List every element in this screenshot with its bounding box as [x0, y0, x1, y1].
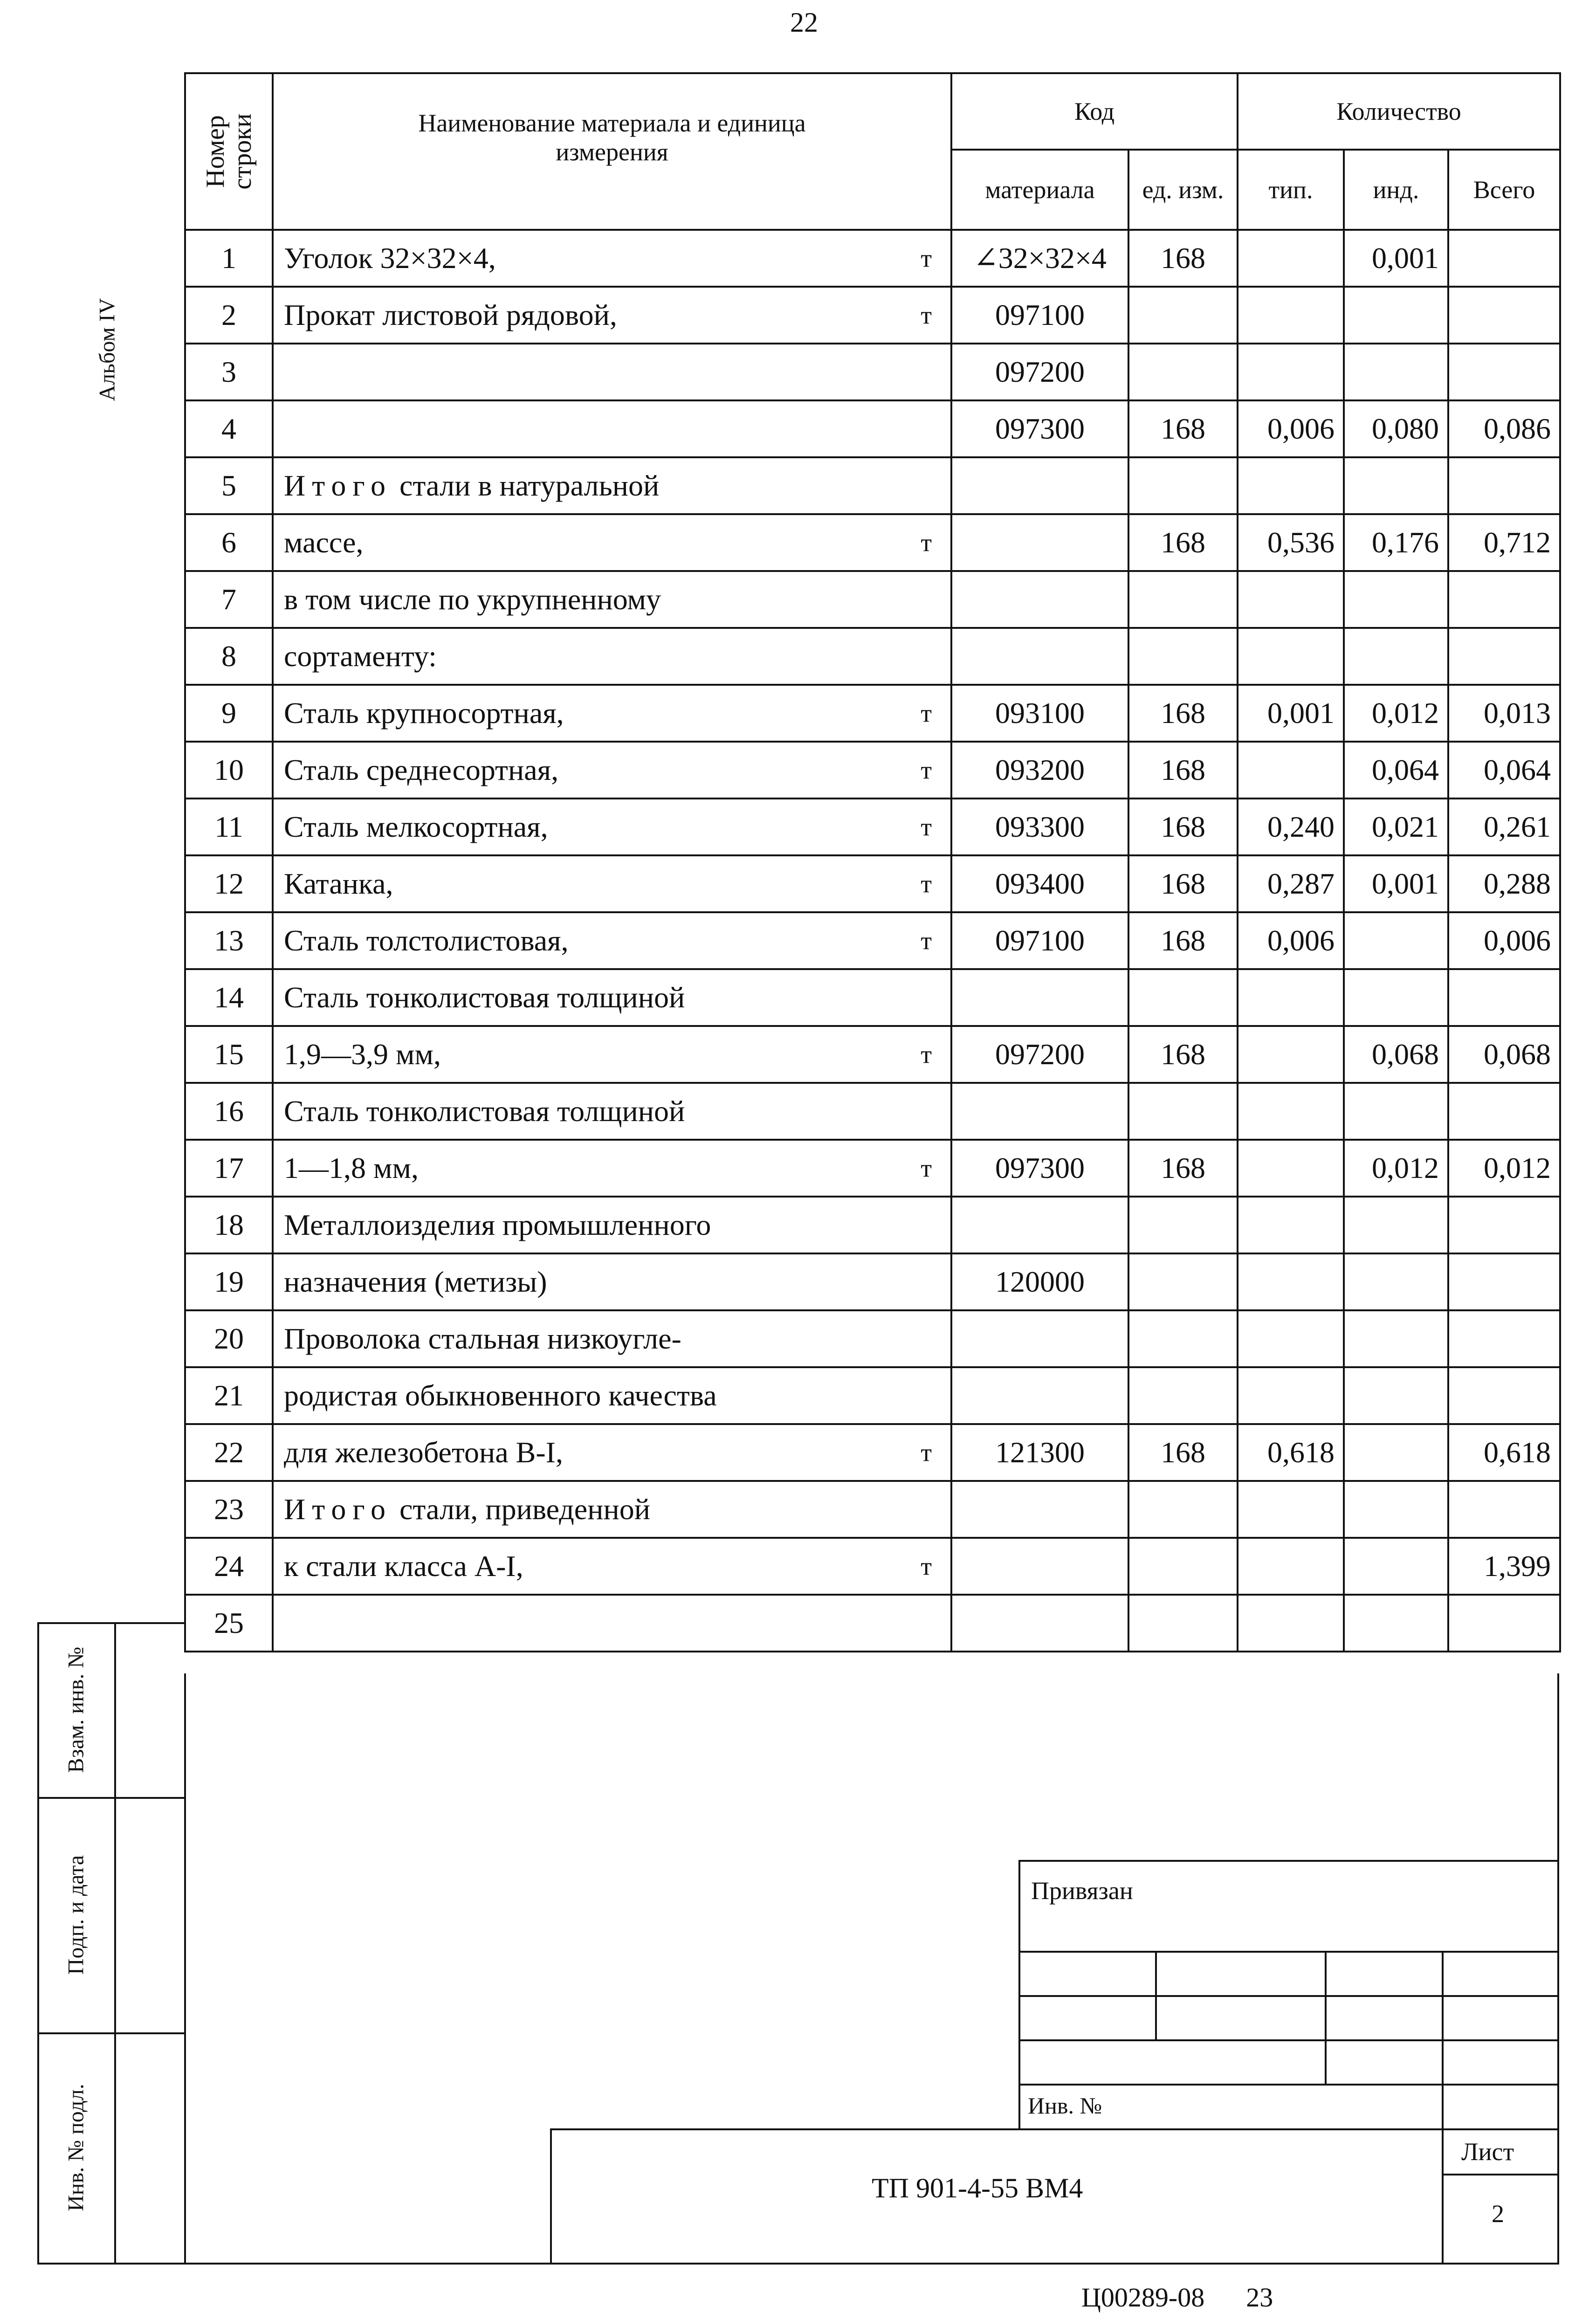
qty-total-cell: [1448, 344, 1560, 400]
row-number-cell: 8: [185, 628, 273, 685]
material-name-cell: [273, 514, 951, 571]
row-number-cell: 2: [185, 287, 273, 344]
material-code-cell: 093400: [951, 855, 1128, 912]
material-name-spaced: Итого: [284, 469, 392, 502]
material-code-cell: [951, 1310, 1128, 1367]
side-stamp-mid: [114, 1622, 116, 2265]
material-name-cell: [273, 685, 951, 742]
qty-total-cell: 1,399: [1448, 1538, 1560, 1595]
row-number-cell: 11: [185, 799, 273, 855]
inv-no-label: Инв. №: [1028, 2093, 1102, 2119]
unit-code-cell: [1128, 1481, 1238, 1538]
side-stamp-top: [37, 1622, 186, 1624]
side-stamp-div1: [37, 1797, 186, 1799]
row-number-cell: 4: [185, 400, 273, 457]
row-number-cell: 6: [185, 514, 273, 571]
side-stamp-div2: [37, 2032, 186, 2034]
footer: [1081, 2282, 1273, 2313]
qty-typical-cell: 0,536: [1238, 514, 1344, 571]
material-name-cell: [273, 1310, 951, 1367]
material-code-cell: [951, 1595, 1128, 1652]
material-name-cell: [273, 1026, 951, 1083]
material-unit: т: [921, 1040, 932, 1068]
material-name-cell: [273, 1253, 951, 1310]
row-number-cell: 24: [185, 1538, 273, 1595]
material-code-cell: 097200: [951, 344, 1128, 400]
footer-code: Ц00289-08: [1081, 2282, 1205, 2313]
qty-typical-cell: [1238, 1197, 1344, 1253]
qty-typical-cell: [1238, 1253, 1344, 1310]
unit-code-cell: 168: [1128, 1140, 1238, 1197]
table-row: [185, 344, 1560, 400]
qty-typical-cell: 0,006: [1238, 912, 1344, 969]
material-name-cell: [273, 1197, 951, 1253]
privyazan-label: Привязан: [1031, 1877, 1133, 1905]
material-name-cell: [273, 457, 951, 514]
qty-total-cell: 0,618: [1448, 1424, 1560, 1481]
table-row: [185, 742, 1560, 799]
material-code-cell: [951, 1481, 1128, 1538]
qty-total-cell: 0,712: [1448, 514, 1560, 571]
material-name-text: 1,9—3,9 мм,: [284, 1038, 441, 1071]
qty-typical-cell: [1238, 969, 1344, 1026]
material-unit: т: [921, 927, 932, 955]
material-code-cell: [951, 1197, 1128, 1253]
row-number-cell: 20: [185, 1310, 273, 1367]
table-row: [185, 1310, 1560, 1367]
qty-individual-cell: [1344, 1253, 1448, 1310]
unit-code-cell: [1128, 1197, 1238, 1253]
qty-individual-cell: 0,021: [1344, 799, 1448, 855]
row-number-cell: 12: [185, 855, 273, 912]
material-name-text: Сталь среднесортная,: [284, 753, 559, 786]
header-code-unit: ед. изм.: [1128, 150, 1238, 230]
qty-total-cell: [1448, 1595, 1560, 1652]
footer-page: 23: [1246, 2282, 1273, 2313]
material-name-text: 1—1,8 мм,: [284, 1151, 419, 1184]
unit-code-cell: [1128, 571, 1238, 628]
row-number-cell: 15: [185, 1026, 273, 1083]
privyazan-col1: [1155, 1951, 1157, 2039]
qty-individual-cell: [1344, 1481, 1448, 1538]
qty-total-cell: [1448, 457, 1560, 514]
row-number-cell: 10: [185, 742, 273, 799]
qty-individual-cell: 0,064: [1344, 742, 1448, 799]
privyazan-col2: [1325, 1951, 1327, 2084]
table-row: [185, 912, 1560, 969]
material-name-cell: [273, 400, 951, 457]
unit-code-cell: 168: [1128, 230, 1238, 287]
qty-typical-cell: [1238, 230, 1344, 287]
qty-typical-cell: [1238, 344, 1344, 400]
privyazan-row3: [1018, 2039, 1558, 2041]
material-code-cell: 093300: [951, 799, 1128, 855]
material-code-cell: ∠32×32×4: [951, 230, 1128, 287]
qty-individual-cell: [1344, 1538, 1448, 1595]
unit-code-cell: 168: [1128, 855, 1238, 912]
qty-total-cell: 0,068: [1448, 1026, 1560, 1083]
qty-individual-cell: [1344, 1083, 1448, 1140]
qty-total-cell: 0,012: [1448, 1140, 1560, 1197]
materials-table: [184, 72, 1561, 1652]
material-code-cell: [951, 457, 1128, 514]
table-row: [185, 799, 1560, 855]
material-code-cell: 097300: [951, 400, 1128, 457]
album-label: Альбом IV: [95, 298, 120, 401]
unit-code-cell: [1128, 1595, 1238, 1652]
material-name-text: Сталь мелкосортная,: [284, 810, 548, 843]
qty-typical-cell: [1238, 1481, 1344, 1538]
header-quantity-group: Количество: [1238, 73, 1560, 150]
material-name-text: к стали класса А-I,: [284, 1549, 523, 1583]
qty-typical-cell: [1238, 1538, 1344, 1595]
material-code-cell: 097200: [951, 1026, 1128, 1083]
unit-code-cell: 168: [1128, 912, 1238, 969]
side-stamp-vzam: Взам. инв. №: [63, 1646, 89, 1773]
row-number-cell: 25: [185, 1595, 273, 1652]
material-unit: т: [921, 1552, 932, 1580]
qty-individual-cell: [1344, 912, 1448, 969]
qty-typical-cell: 0,240: [1238, 799, 1344, 855]
material-code-cell: [951, 571, 1128, 628]
row-number-cell: 7: [185, 571, 273, 628]
material-name-cell: [273, 628, 951, 685]
material-code-cell: 097100: [951, 912, 1128, 969]
privyazan-top: [1018, 1860, 1558, 1862]
qty-total-cell: 0,086: [1448, 400, 1560, 457]
qty-typical-cell: [1238, 1367, 1344, 1424]
material-code-cell: [951, 628, 1128, 685]
material-unit: т: [921, 301, 932, 329]
material-name-text: массе,: [284, 526, 364, 559]
unit-code-cell: 168: [1128, 514, 1238, 571]
row-number-cell: 18: [185, 1197, 273, 1253]
table-row: [185, 855, 1560, 912]
unit-code-cell: 168: [1128, 685, 1238, 742]
qty-typical-cell: 0,287: [1238, 855, 1344, 912]
privyazan-row2: [1018, 1995, 1558, 1997]
unit-code-cell: [1128, 1310, 1238, 1367]
qty-individual-cell: 0,001: [1344, 855, 1448, 912]
material-name-text: Сталь крупносортная,: [284, 696, 564, 730]
sheet-number: 2: [1492, 2200, 1504, 2228]
qty-individual-cell: 0,068: [1344, 1026, 1448, 1083]
material-name-cell: [273, 1595, 951, 1652]
table-row: [185, 571, 1560, 628]
qty-individual-cell: 0,001: [1344, 230, 1448, 287]
material-name-cell: [273, 1083, 951, 1140]
header-qty-total: Всего: [1448, 150, 1560, 230]
table-row: [185, 1424, 1560, 1481]
qty-typical-cell: 0,006: [1238, 400, 1344, 457]
unit-code-cell: [1128, 969, 1238, 1026]
material-code-cell: [951, 969, 1128, 1026]
material-code-cell: 120000: [951, 1253, 1128, 1310]
material-name-text: Катанка,: [284, 867, 393, 900]
unit-code-cell: 168: [1128, 742, 1238, 799]
row-number-cell: 9: [185, 685, 273, 742]
qty-typical-cell: [1238, 1595, 1344, 1652]
qty-individual-cell: [1344, 287, 1448, 344]
material-name-text: сортаменту:: [284, 640, 437, 673]
unit-code-cell: [1128, 287, 1238, 344]
table-row: [185, 230, 1560, 287]
header-code-group: Код: [951, 73, 1238, 150]
row-number-cell: 3: [185, 344, 273, 400]
sheet-label: Лист: [1461, 2138, 1514, 2166]
material-name-cell: [273, 742, 951, 799]
qty-individual-cell: 0,080: [1344, 400, 1448, 457]
qty-typical-cell: 0,001: [1238, 685, 1344, 742]
privyazan-row4: [1018, 2084, 1558, 2086]
row-number-cell: 14: [185, 969, 273, 1026]
document-code: ТП 901-4-55 ВМ4: [872, 2173, 1083, 2203]
material-name-cell: [273, 344, 951, 400]
material-name-text: назначения (метизы): [284, 1265, 547, 1298]
header-row-number: Номер строки: [185, 73, 273, 230]
material-unit: т: [921, 1154, 932, 1182]
material-name-cell: [273, 287, 951, 344]
side-stamp-podp: Подп. и дата: [63, 1855, 89, 1975]
qty-total-cell: 0,261: [1448, 799, 1560, 855]
qty-typical-cell: 0,618: [1238, 1424, 1344, 1481]
material-code-cell: 121300: [951, 1424, 1128, 1481]
material-name-text: Сталь тонколистовая толщиной: [284, 1095, 685, 1128]
material-name-text: стали, приведенной: [392, 1493, 650, 1526]
header-qty-individual: инд.: [1344, 150, 1448, 230]
row-number-cell: 23: [185, 1481, 273, 1538]
qty-typical-cell: [1238, 1310, 1344, 1367]
page-number-top: 22: [790, 7, 818, 38]
stamp-sheet-divider: [1442, 2128, 1444, 2265]
qty-individual-cell: [1344, 1367, 1448, 1424]
qty-individual-cell: 0,176: [1344, 514, 1448, 571]
frame-bottom-line: [184, 2263, 1559, 2265]
privyazan-row1: [1018, 1951, 1558, 1953]
row-number-cell: 1: [185, 230, 273, 287]
table-row: [185, 1140, 1560, 1197]
row-number-cell: 22: [185, 1424, 273, 1481]
table-row: [185, 1595, 1560, 1652]
unit-code-cell: 168: [1128, 799, 1238, 855]
qty-typical-cell: [1238, 628, 1344, 685]
material-unit: т: [921, 699, 932, 727]
unit-code-cell: 168: [1128, 400, 1238, 457]
table-row: [185, 1026, 1560, 1083]
side-stamp-bottom: [37, 2263, 186, 2265]
qty-typical-cell: [1238, 1140, 1344, 1197]
qty-total-cell: [1448, 230, 1560, 287]
unit-code-cell: [1128, 1367, 1238, 1424]
material-unit: т: [921, 1439, 932, 1466]
row-number-cell: 21: [185, 1367, 273, 1424]
material-name-text: Сталь тонколистовая толщиной: [284, 981, 685, 1014]
material-unit: т: [921, 756, 932, 784]
material-unit: т: [921, 529, 932, 557]
qty-individual-cell: 0,012: [1344, 1140, 1448, 1197]
qty-individual-cell: [1344, 344, 1448, 400]
qty-total-cell: [1448, 1310, 1560, 1367]
qty-individual-cell: [1344, 969, 1448, 1026]
material-code-cell: 097100: [951, 287, 1128, 344]
qty-total-cell: [1448, 628, 1560, 685]
unit-code-cell: [1128, 1538, 1238, 1595]
table-row: [185, 287, 1560, 344]
side-stamp-outer-left: [37, 1622, 39, 2265]
material-name-text: Сталь толстолистовая,: [284, 924, 569, 957]
row-number-cell: 16: [185, 1083, 273, 1140]
table-row: [185, 628, 1560, 685]
unit-code-cell: 168: [1128, 1026, 1238, 1083]
table-row: [185, 1538, 1560, 1595]
material-code-cell: 097300: [951, 1140, 1128, 1197]
material-name-cell: [273, 799, 951, 855]
unit-code-cell: 168: [1128, 1424, 1238, 1481]
frame-left-line: [184, 1673, 186, 2265]
material-unit: т: [921, 244, 932, 272]
qty-total-cell: 0,064: [1448, 742, 1560, 799]
qty-typical-cell: [1238, 1083, 1344, 1140]
material-name-cell: [273, 1538, 951, 1595]
table-row: [185, 457, 1560, 514]
material-name-cell: [273, 855, 951, 912]
material-name-text: Уголок 32×32×4,: [284, 241, 496, 275]
table-row: [185, 1367, 1560, 1424]
stamp-sheet-row: [1442, 2174, 1558, 2175]
qty-individual-cell: [1344, 1424, 1448, 1481]
material-name-cell: [273, 230, 951, 287]
material-unit: т: [921, 813, 932, 841]
material-unit: т: [921, 870, 932, 898]
material-name-text: Проволока стальная низкоугле-: [284, 1322, 681, 1355]
qty-individual-cell: [1344, 1595, 1448, 1652]
qty-individual-cell: [1344, 457, 1448, 514]
table-row: [185, 1083, 1560, 1140]
qty-total-cell: [1448, 969, 1560, 1026]
qty-individual-cell: [1344, 628, 1448, 685]
qty-total-cell: [1448, 1367, 1560, 1424]
material-code-cell: [951, 514, 1128, 571]
stamp-top: [550, 2128, 1558, 2130]
material-name-text: стали в натуральной: [392, 469, 660, 502]
material-name-text: родистая обыкновенного качества: [284, 1379, 717, 1412]
qty-typical-cell: [1238, 457, 1344, 514]
qty-typical-cell: [1238, 742, 1344, 799]
table-row: [185, 1481, 1560, 1538]
side-stamp-inv: Инв. № подл.: [63, 2084, 89, 2211]
material-code-cell: 093100: [951, 685, 1128, 742]
material-name-cell: [273, 1424, 951, 1481]
material-name-spaced: Итого: [284, 1493, 392, 1526]
row-number-cell: 5: [185, 457, 273, 514]
unit-code-cell: [1128, 1253, 1238, 1310]
qty-total-cell: [1448, 1481, 1560, 1538]
row-number-cell: 17: [185, 1140, 273, 1197]
qty-total-cell: 0,006: [1448, 912, 1560, 969]
frame-right-line: [1557, 1673, 1559, 2265]
qty-total-cell: [1448, 1083, 1560, 1140]
qty-individual-cell: [1344, 1197, 1448, 1253]
qty-individual-cell: 0,012: [1344, 685, 1448, 742]
table-row: [185, 969, 1560, 1026]
row-number-cell: 13: [185, 912, 273, 969]
material-name-text: Металлоизделия промышленного: [284, 1208, 711, 1241]
material-name-text: в том числе по укрупненному: [284, 583, 661, 616]
unit-code-cell: [1128, 457, 1238, 514]
qty-total-cell: [1448, 571, 1560, 628]
material-name-cell: [273, 571, 951, 628]
qty-total-cell: [1448, 1197, 1560, 1253]
qty-total-cell: [1448, 287, 1560, 344]
material-name-cell: [273, 1481, 951, 1538]
qty-typical-cell: [1238, 287, 1344, 344]
material-code-cell: [951, 1367, 1128, 1424]
qty-typical-cell: [1238, 1026, 1344, 1083]
table-row: [185, 400, 1560, 457]
qty-individual-cell: [1344, 571, 1448, 628]
unit-code-cell: [1128, 628, 1238, 685]
material-name-text: для железобетона В-I,: [284, 1436, 563, 1469]
row-number-cell: 19: [185, 1253, 273, 1310]
header-code-material: материала: [951, 150, 1128, 230]
header-qty-typical: тип.: [1238, 150, 1344, 230]
qty-total-cell: [1448, 1253, 1560, 1310]
header-material-name: Наименование материала и единица измерения: [273, 73, 951, 230]
table-row: [185, 1253, 1560, 1310]
material-code-cell: 093200: [951, 742, 1128, 799]
material-name-cell: [273, 969, 951, 1026]
qty-typical-cell: [1238, 571, 1344, 628]
material-name-cell: [273, 1367, 951, 1424]
table-row: [185, 514, 1560, 571]
unit-code-cell: [1128, 344, 1238, 400]
qty-individual-cell: [1344, 1310, 1448, 1367]
unit-code-cell: [1128, 1083, 1238, 1140]
privyazan-col3: [1442, 1951, 1444, 2130]
material-code-cell: [951, 1083, 1128, 1140]
material-name-cell: [273, 1140, 951, 1197]
qty-total-cell: 0,013: [1448, 685, 1560, 742]
stamp-left: [550, 2128, 552, 2265]
material-name-text: Прокат листовой рядовой,: [284, 298, 617, 331]
qty-total-cell: 0,288: [1448, 855, 1560, 912]
table-row: [185, 1197, 1560, 1253]
table-row: [185, 685, 1560, 742]
material-name-cell: [273, 912, 951, 969]
material-code-cell: [951, 1538, 1128, 1595]
